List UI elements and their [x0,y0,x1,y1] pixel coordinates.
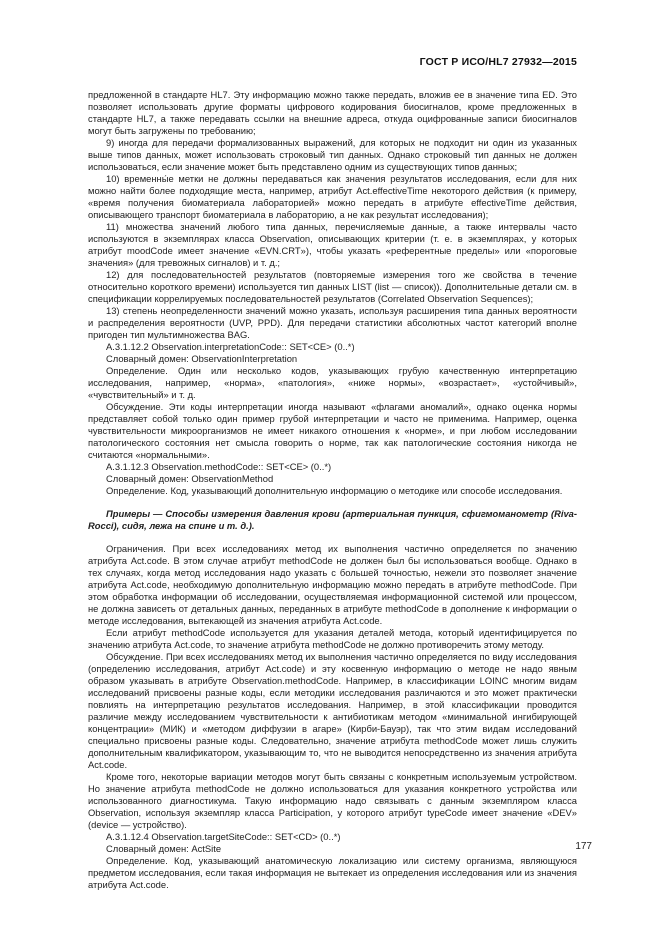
vocab-domain-actsite: Словарный домен: ActSite [106,843,222,854]
heading-targetsitecode: A.3.1.12.4 Observation.targetSiteCode:: SET<CD> (0..*) [106,831,341,842]
examples-paragraph: Примеры — Способы измерения давления крови (артериальная пункция, сфигмоманометр (Riva-Rocci), сидя, лежа на спине и т. д.). [88,508,577,531]
vocab-domain-method: Словарный домен: ObservationMethod [106,473,274,484]
discussion-interpretation: Обсуждение. Эти коды интерпретации иногда называют «флагами аномалий», однако оценка нормы представляет собой только один пример грубой интерпретации и часто не применима. Например, оценка чувствительности микроорганизмов не имеет никакого отношения к «норме», и при любом исследовании патологического состояния нет смысла говорить о норме, так как патологические состояния никогда не считаются «нормальными». [88,401,577,460]
list-item-11: 11) множества значений любого типа данных, перечисляемые данные, а также интервалы часто используются в экземплярах класса Observation, описывающих критерии (т. е. в экземплярах, у которых атрибут moodCode имеет значение «EVN.CRT»), чтобы указать «референтные пределы» или «пороговые значения» (для тревожных сигналов) и т. д.; [88,221,577,268]
device-variation-paragraph: Кроме того, некоторые вариации методов могут быть связаны с конкретным используемым устройством. Но значение атрибута methodCode не должно использоваться для указания конкретного устройства или использованного диагностикума. Такую информацию надо связывать с данным экземпляром класса Observation, используя экземпляр класса Participation, у которого атрибут typeCode имеет значение «DEV» (device — устройство). [88,771,577,830]
list-item-13: 13) степень неопределенности значений можно указать, используя расширения типа данных вероятности и распределения вероятности (UVP, PPD). Для передачи статистики абсолютных частот категорий вполне пригоден тип мультимножества BAG. [88,305,577,340]
list-item-9: 9) иногда для передачи формализованных выражений, для которых не подходит ни один из указанных выше типов данных, может использовать строковый тип данных. Однако строковый тип данных не должен использоваться, если значение может быть представлено одним из существующих типов данных; [88,137,577,172]
heading-interpretationcode: A.3.1.12.2 Observation.interpretationCode:: SET<CE> (0..*) [106,341,355,352]
document-body [88,89,577,891]
standard-code-header: ГОСТ Р ИСО/HL7 27932—2015 [419,56,577,68]
definition-interpretation: Определение. Один или несколько кодов, указывающих грубую качественную интерпретацию исследования, например, «норма», «патология», «ниже нормы», «возрастает», «устойчивый», «чувствительный» и т. д. [88,365,577,400]
list-item-12: 12) для последовательностей результатов (повторяемые измерения того же свойства в течение относительно короткого времени) используется тип данных LIST (list — список)). Дополнительные детали см. в спецификации коррелируемых последовательностей результатов (Correlated Observation Sequences); [88,269,577,304]
page-number: 177 [575,841,592,852]
vocab-domain-interpretation: Словарный домен: ObservationInterpretation [106,353,298,364]
constraints-paragraph: Ограничения. При всех исследованиях метод их выполнения частично определяется по значению атрибута Act.code. В этом случае атрибут methodCode не должен был бы использоваться вообще. Однако в тех случаях, когда метод исследования надо указать с большей точностью, нежели это позволяет значение атрибута Act.code, необходимую дополнительную информацию можно передать в атрибуте methodCode. При этом обработка информации об исследовании, осуществляемая информационной системой или процессом, не должна зависеть от детальных данных, переданных в атрибуте methodCode в дополнение к информации о методе исследования, вытекающей из значения атрибута Act.code. [88,543,577,626]
methodcode-details-paragraph: Если атрибут methodCode используется для указания деталей метода, который идентифицируется по значению атрибута Act.code, то значение атрибута methodCode не должно противоречить этому методу. [88,627,577,650]
definition-targetsite: Определение. Код, указывающий анатомическую локализацию или систему организма, являющуюся предметом исследования, если такая информация не вытекает из определения исследования или из значения атрибута Act.code. [88,855,577,890]
heading-methodcode: A.3.1.12.3 Observation.methodCode:: SET<CE> (0..*) [106,461,332,472]
list-item-10: 10) временны́е метки не должны передаваться как значения результатов исследования, если для них можно найти более подходящие места, например, атрибут Act.effectiveTime некоторого действия (к примеру, «время получения биоматериала лабораторией» можно передать в атрибуте effectiveTime действия, описывающего транспорт биоматериала в лабораторию, а не как результат исследования); [88,173,577,220]
discussion-method: Обсуждение. При всех исследованиях метод их выполнения частично определяется по виду исследования (определению исследования, атрибут Act.code) и эту косвенную информацию о методе не надо явным образом указывать в атрибуте Observation.methodCode. Например, в классификации LOINC многим видам исследований присвоены разные коды, если методики исследования различаются и это может практически повлиять на интерпретацию результатов исследования. Например, в этой классификации проводится различие между исследованием чувствительности к антибиотикам методом «минимальной ингибирующей концентрации» (МИК) и «методом диффузии в агаре» (Кирби-Бауэр), так что этим видам исследований специально присвоены разные коды. Следовательно, значение атрибута methodCode может лишь служить дополнительным квалификатором, указывающим то, что не выводится непосредственно из значения атрибута Act.code. [88,651,577,770]
continuation-paragraph: предложенной в стандарте HL7. Эту информацию можно также передать, вложив ее в значение типа ED. Это позволяет использовать другие форматы цифрового кодирования биосигналов, кроме предложенных в стандарте HL7, а также передавать ссылки на внешние адреса, откуда оцифрованные записи биосигналов могут быть загружены по требованию; [88,89,577,136]
definition-method: Определение. Код, указывающий дополнительную информацию о методике или способе исследования. [106,485,563,496]
